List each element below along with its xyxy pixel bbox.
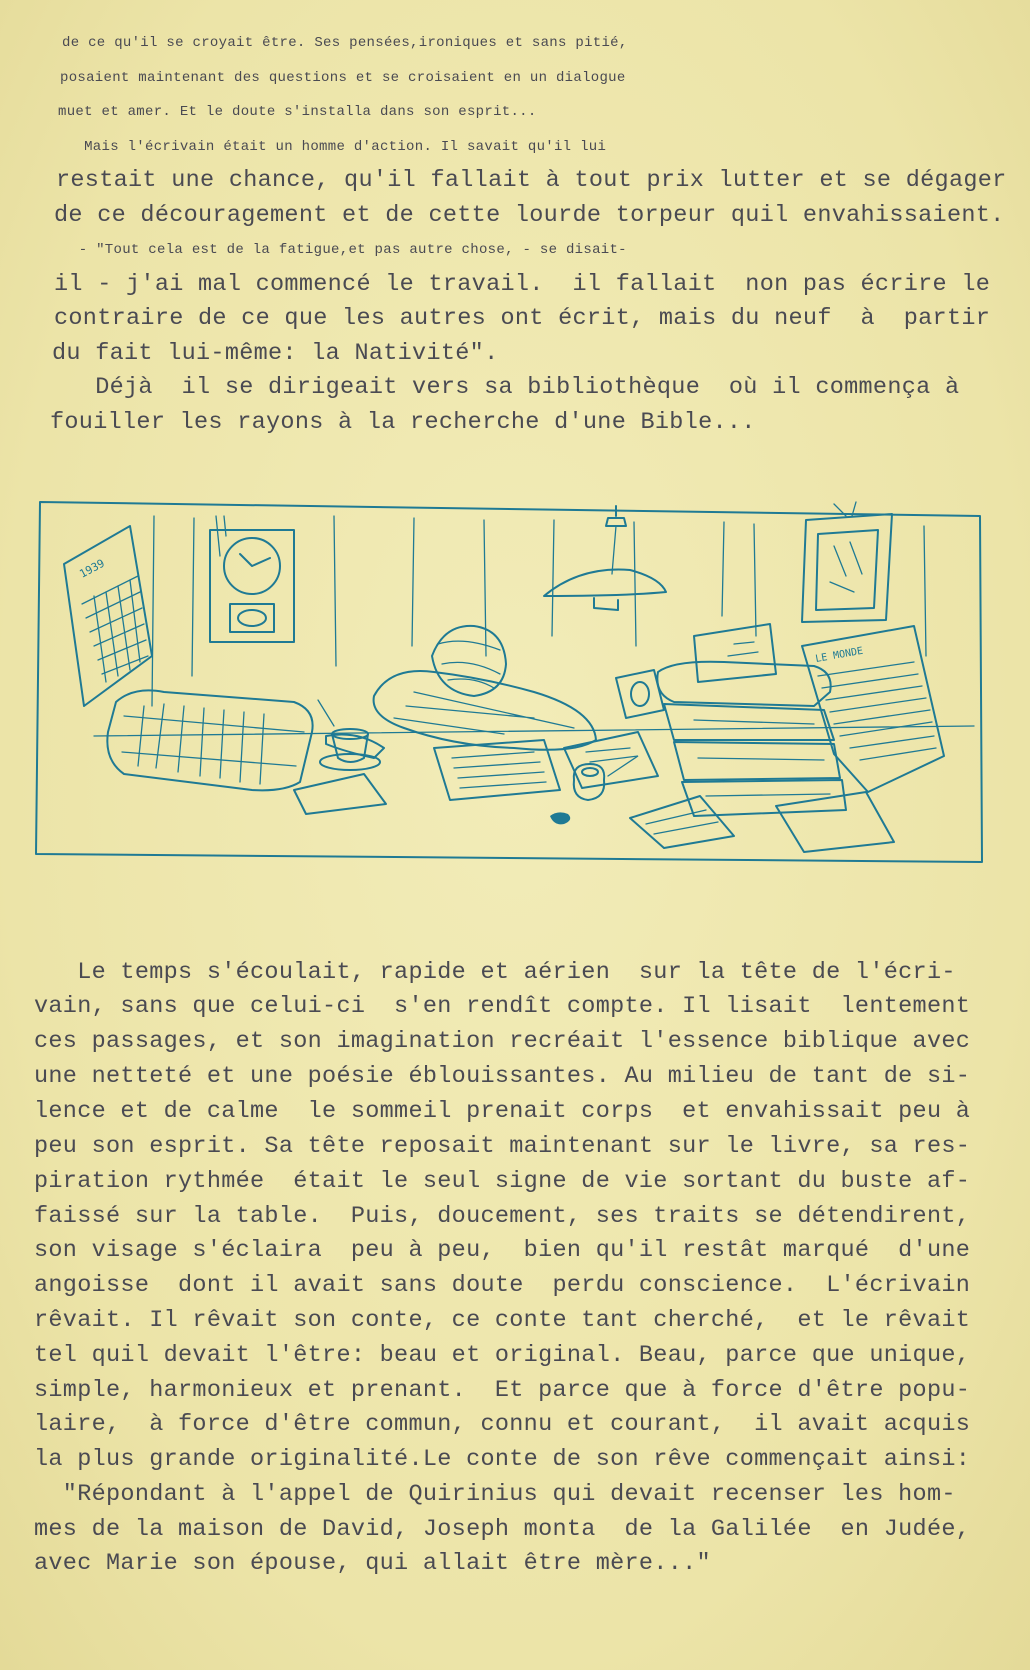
- text-line: de ce découragement et de cette lourde torpeur quil envahissaient.: [54, 202, 1005, 229]
- newspaper-title: LE MONDE: [814, 645, 864, 665]
- text-line: simple, harmonieux et prenant. Et parce que à force d'être popu-: [34, 1377, 971, 1404]
- ceiling-lamp-drawing: [544, 506, 666, 610]
- text-line: vain, sans que celui-ci s'en rendît compte. Il lisait lentement: [34, 993, 971, 1020]
- illustration-frame: [36, 502, 982, 862]
- text-line: Déjà il se dirigeait vers sa bibliothèque où il commença à: [52, 374, 960, 401]
- books-pile-left-drawing: [107, 690, 312, 790]
- text-line: contraire de ce que les autres ont écrit, mais du neuf à partir: [54, 305, 991, 332]
- text-line: mes de la maison de David, Joseph monta de la Galilée en Judée,: [34, 1516, 971, 1543]
- text-line: angoisse dont il avait sans doute perdu conscience. L'écrivain: [34, 1272, 971, 1299]
- picture-frame-drawing: [802, 502, 892, 622]
- text-line: son visage s'éclaira peu à peu, bien qu'il restât marqué d'une: [34, 1237, 971, 1264]
- scattered-papers-drawing: [294, 732, 894, 852]
- text-line: avec Marie son épouse, qui allait être mère...": [34, 1550, 711, 1577]
- writer-asleep-illustration: [34, 496, 984, 866]
- text-line: laire, à force d'être commun, connu et courant, il avait acquis: [34, 1411, 971, 1438]
- wall-hatching: [152, 516, 926, 706]
- text-line: Mais l'écrivain était un homme d'action. Il savait qu'il lui: [58, 139, 607, 155]
- calendar-year: 1939: [77, 556, 107, 581]
- text-line: une netteté et une poésie éblouissantes. Au milieu de tant de si-: [34, 1063, 971, 1090]
- ink-blot: [550, 812, 570, 824]
- text-line: peu son esprit. Sa tête reposait maintenant sur le livre, sa res-: [34, 1133, 971, 1160]
- books-stack-right-drawing: [616, 624, 846, 816]
- text-line: Le temps s'écoulait, rapide et aérien sur la tête de l'écri-: [34, 959, 956, 986]
- text-line: ces passages, et son imagination recréait l'essence biblique avec: [34, 1028, 971, 1055]
- text-line: "Répondant à l'appel de Quirinius qui devait recenser les hom-: [34, 1481, 956, 1508]
- text-line: la plus grande originalité.Le conte de son rêve commençait ainsi:: [34, 1446, 971, 1473]
- text-line: restait une chance, qu'il fallait à tout prix lutter et se dégager: [56, 167, 1007, 194]
- text-line: piration rythmée était le seul signe de vie sortant du buste af-: [34, 1168, 971, 1195]
- text-line: de ce qu'il se croyait être. Ses pensées,ironiques et sans pitié,: [62, 35, 628, 51]
- text-line: rêvait. Il rêvait son conte, ce conte tant cherché, et le rêvait: [34, 1307, 971, 1334]
- text-line: tel quil devait l'être: beau et original. Beau, parce que unique,: [34, 1342, 971, 1369]
- text-line: - "Tout cela est de la fatigue,et pas autre chose, - se disait-: [70, 242, 627, 258]
- text-line: muet et amer. Et le doute s'installa dans son esprit...: [58, 104, 537, 120]
- text-line: il - j'ai mal commencé le travail. il fallait non pas écrire le: [54, 271, 991, 298]
- text-line: lence et de calme le sommeil prenait corps et envahissait peu à: [34, 1098, 971, 1125]
- text-line: faissé sur la table. Puis, doucement, ses traits se détendirent,: [34, 1203, 971, 1230]
- calendar-drawing: [64, 526, 152, 706]
- wall-clock-drawing: [210, 530, 294, 642]
- text-line: posaient maintenant des questions et se croisaient en un dialogue: [60, 70, 626, 86]
- text-line: du fait lui-même: la Nativité".: [52, 340, 499, 367]
- text-line: fouiller les rayons à la recherche d'une Bible...: [50, 409, 756, 436]
